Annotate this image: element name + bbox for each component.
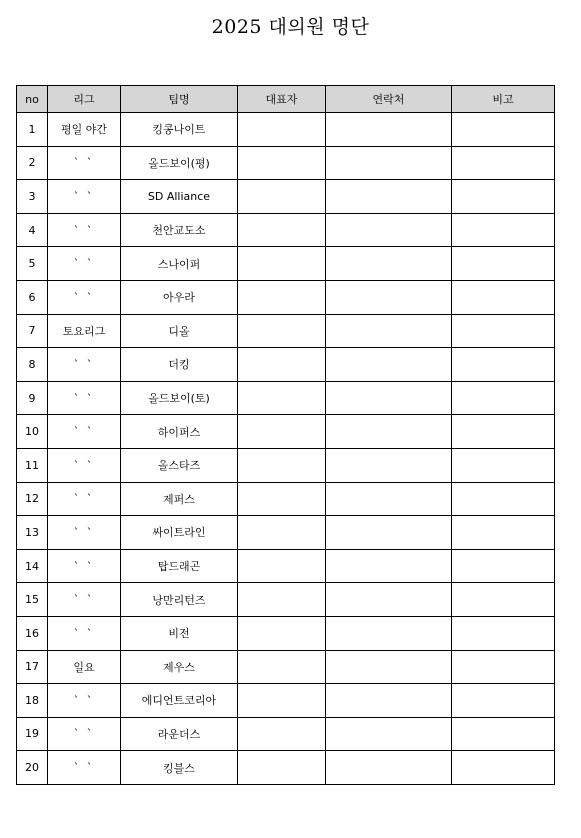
cell-team: 아우라 xyxy=(121,280,238,314)
table-row xyxy=(17,381,555,415)
cell-no: 6 xyxy=(17,280,48,314)
cell-contact xyxy=(326,247,452,281)
cell-team: 탑드래곤 xyxy=(121,549,238,583)
table-row xyxy=(17,516,555,550)
cell-league: ` ` xyxy=(48,751,121,785)
table-row xyxy=(17,348,555,382)
cell-team: 더킹 xyxy=(121,348,238,382)
cell-note xyxy=(452,213,555,247)
table-row xyxy=(17,180,555,214)
cell-no: 3 xyxy=(17,180,48,214)
cell-league: ` ` xyxy=(48,482,121,516)
column-header-representative: 대표자 xyxy=(238,86,326,113)
cell-team: 제퍼스 xyxy=(121,482,238,516)
column-header-no: no xyxy=(17,86,48,113)
cell-no: 17 xyxy=(17,650,48,684)
cell-note xyxy=(452,415,555,449)
cell-representative xyxy=(238,314,326,348)
cell-no: 19 xyxy=(17,717,48,751)
cell-contact xyxy=(326,280,452,314)
table-row xyxy=(17,616,555,650)
cell-representative xyxy=(238,280,326,314)
table-row xyxy=(17,650,555,684)
cell-contact xyxy=(326,650,452,684)
cell-representative xyxy=(238,146,326,180)
delegate-table xyxy=(16,85,555,785)
cell-note xyxy=(452,348,555,382)
cell-league: ` ` xyxy=(48,583,121,617)
cell-note xyxy=(452,616,555,650)
cell-no: 15 xyxy=(17,583,48,617)
cell-representative xyxy=(238,113,326,147)
cell-contact xyxy=(326,684,452,718)
cell-league: ` ` xyxy=(48,448,121,482)
cell-representative xyxy=(238,213,326,247)
table-row xyxy=(17,583,555,617)
cell-representative xyxy=(238,516,326,550)
table-row xyxy=(17,314,555,348)
cell-league: 토요리그 xyxy=(48,314,121,348)
cell-representative xyxy=(238,180,326,214)
cell-contact xyxy=(326,146,452,180)
cell-contact xyxy=(326,448,452,482)
cell-representative xyxy=(238,717,326,751)
cell-league: ` ` xyxy=(48,146,121,180)
cell-note xyxy=(452,684,555,718)
cell-team: 제우스 xyxy=(121,650,238,684)
table-row xyxy=(17,113,555,147)
cell-representative xyxy=(238,650,326,684)
cell-contact xyxy=(326,314,452,348)
cell-no: 7 xyxy=(17,314,48,348)
cell-team: 싸이트라인 xyxy=(121,516,238,550)
cell-league: ` ` xyxy=(48,213,121,247)
cell-league: ` ` xyxy=(48,717,121,751)
table-row xyxy=(17,684,555,718)
cell-contact xyxy=(326,381,452,415)
cell-contact xyxy=(326,717,452,751)
cell-team: 에디언트코리아 xyxy=(121,684,238,718)
cell-note xyxy=(452,717,555,751)
cell-contact xyxy=(326,213,452,247)
cell-representative xyxy=(238,751,326,785)
cell-contact xyxy=(326,583,452,617)
cell-team: 라운더스 xyxy=(121,717,238,751)
cell-team: 올스타즈 xyxy=(121,448,238,482)
cell-note xyxy=(452,448,555,482)
cell-team: 킹블스 xyxy=(121,751,238,785)
cell-league: ` ` xyxy=(48,616,121,650)
column-header-league: 리그 xyxy=(48,86,121,113)
cell-contact xyxy=(326,113,452,147)
cell-league: ` ` xyxy=(48,348,121,382)
cell-team: 스나이퍼 xyxy=(121,247,238,281)
cell-contact xyxy=(326,415,452,449)
cell-contact xyxy=(326,516,452,550)
table-row xyxy=(17,415,555,449)
cell-note xyxy=(452,549,555,583)
cell-representative xyxy=(238,583,326,617)
cell-representative xyxy=(238,482,326,516)
cell-representative xyxy=(238,448,326,482)
cell-league: ` ` xyxy=(48,180,121,214)
cell-no: 13 xyxy=(17,516,48,550)
cell-league: ` ` xyxy=(48,247,121,281)
table-row xyxy=(17,482,555,516)
cell-representative xyxy=(238,247,326,281)
cell-league: 평일 야간 xyxy=(48,113,121,147)
cell-no: 8 xyxy=(17,348,48,382)
table-body xyxy=(17,113,555,785)
header-row xyxy=(17,86,555,113)
cell-note xyxy=(452,180,555,214)
cell-note xyxy=(452,751,555,785)
cell-league: ` ` xyxy=(48,415,121,449)
cell-league: ` ` xyxy=(48,516,121,550)
cell-note xyxy=(452,381,555,415)
cell-team: 비전 xyxy=(121,616,238,650)
cell-contact xyxy=(326,482,452,516)
cell-no: 14 xyxy=(17,549,48,583)
column-header-team: 팀명 xyxy=(121,86,238,113)
table-row xyxy=(17,751,555,785)
cell-team: 올드보이(토) xyxy=(121,381,238,415)
cell-league: ` ` xyxy=(48,684,121,718)
cell-representative xyxy=(238,415,326,449)
cell-note xyxy=(452,516,555,550)
cell-team: 디올 xyxy=(121,314,238,348)
cell-contact xyxy=(326,616,452,650)
cell-note xyxy=(452,113,555,147)
cell-no: 10 xyxy=(17,415,48,449)
cell-league: ` ` xyxy=(48,280,121,314)
cell-representative xyxy=(238,381,326,415)
cell-team: 올드보이(평) xyxy=(121,146,238,180)
cell-team: 하이퍼스 xyxy=(121,415,238,449)
cell-contact xyxy=(326,751,452,785)
cell-no: 4 xyxy=(17,213,48,247)
cell-no: 18 xyxy=(17,684,48,718)
cell-league: 일요 xyxy=(48,650,121,684)
cell-note xyxy=(452,247,555,281)
column-header-contact: 연락처 xyxy=(326,86,452,113)
cell-team: 킹콩나이트 xyxy=(121,113,238,147)
cell-representative xyxy=(238,549,326,583)
cell-no: 11 xyxy=(17,448,48,482)
table-row xyxy=(17,247,555,281)
cell-note xyxy=(452,280,555,314)
column-header-note: 비고 xyxy=(452,86,555,113)
table-row xyxy=(17,146,555,180)
cell-note xyxy=(452,583,555,617)
cell-no: 9 xyxy=(17,381,48,415)
cell-note xyxy=(452,482,555,516)
cell-representative xyxy=(238,684,326,718)
cell-contact xyxy=(326,348,452,382)
cell-no: 5 xyxy=(17,247,48,281)
cell-team: 낭만리턴즈 xyxy=(121,583,238,617)
cell-representative xyxy=(238,616,326,650)
cell-representative xyxy=(238,348,326,382)
cell-league: ` ` xyxy=(48,381,121,415)
cell-no: 1 xyxy=(17,113,48,147)
table-row xyxy=(17,448,555,482)
cell-no: 20 xyxy=(17,751,48,785)
cell-no: 16 xyxy=(17,616,48,650)
page-title: 2025 대의원 명단 xyxy=(211,16,370,38)
cell-note xyxy=(452,650,555,684)
cell-team: SD Alliance xyxy=(121,180,238,214)
cell-contact xyxy=(326,180,452,214)
cell-note xyxy=(452,146,555,180)
table-row xyxy=(17,213,555,247)
table-row xyxy=(17,280,555,314)
cell-no: 2 xyxy=(17,146,48,180)
table-row xyxy=(17,717,555,751)
cell-league: ` ` xyxy=(48,549,121,583)
table-row xyxy=(17,549,555,583)
cell-contact xyxy=(326,549,452,583)
cell-team: 천안교도소 xyxy=(121,213,238,247)
cell-note xyxy=(452,314,555,348)
cell-no: 12 xyxy=(17,482,48,516)
table-header xyxy=(17,86,555,113)
